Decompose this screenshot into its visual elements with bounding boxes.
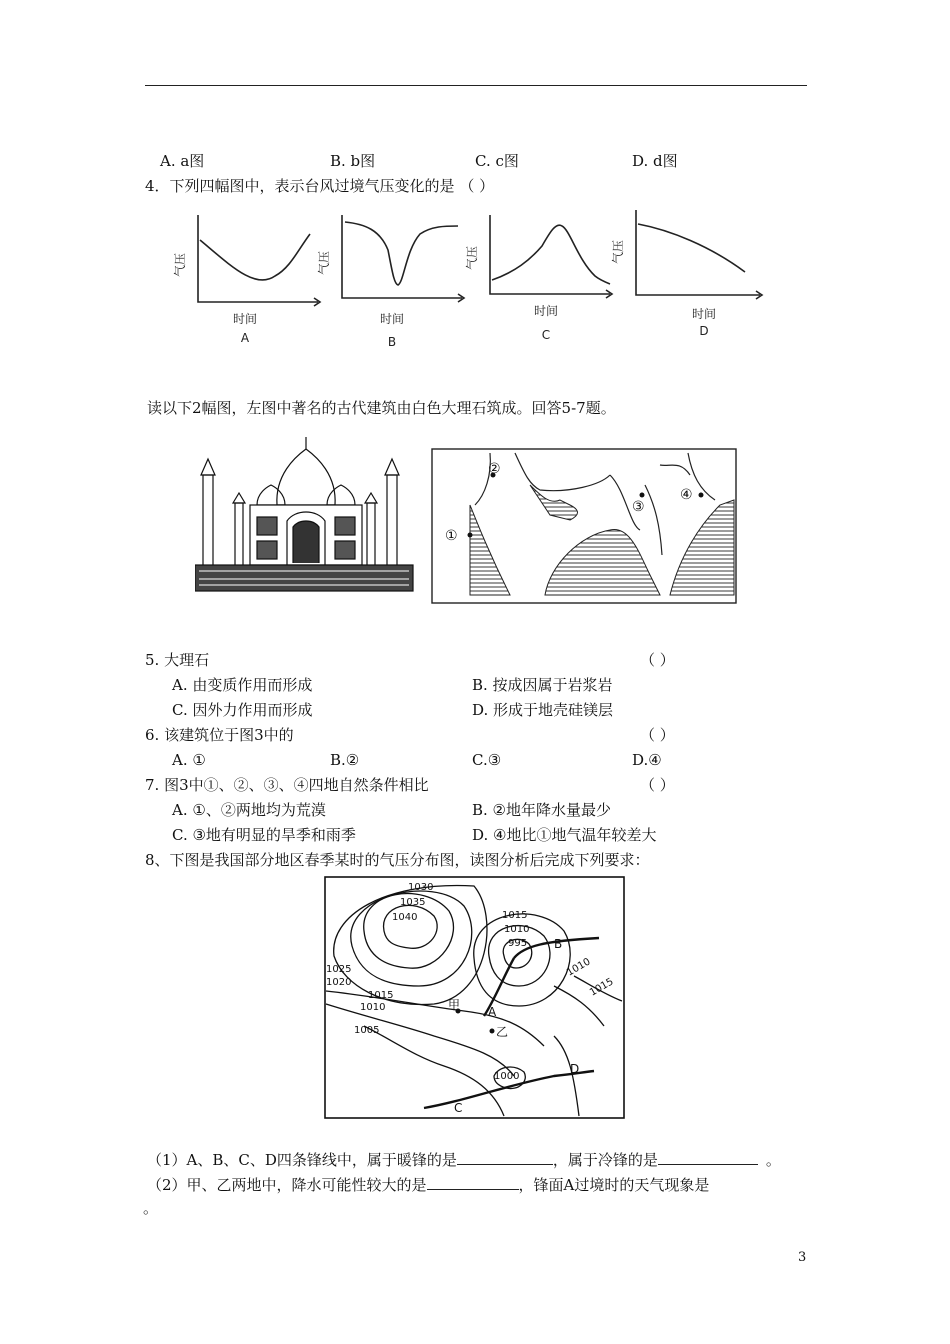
q4-graphs [170, 190, 790, 350]
graph-b-ylabel: 气压 [317, 250, 331, 276]
graph-a-xlabel: 时间 [232, 312, 258, 326]
isobar-label-1030: 1030 [408, 882, 434, 893]
pressure-map [324, 876, 626, 1120]
q8-sub1 [147, 1150, 781, 1169]
q6-paren: （ ） [640, 726, 675, 744]
south-asia-map [430, 445, 740, 605]
place-label-yi: 乙 [496, 1025, 509, 1039]
q8-sub1-end: 。 [765, 1151, 781, 1169]
q5-option-d: D. 形成于地壳硅镁层 [472, 701, 614, 719]
map-marker-3: ③ [632, 499, 645, 515]
page-number: 3 [798, 1250, 807, 1265]
graph-d-axes [636, 210, 760, 295]
q6-option-b: B.② [330, 751, 360, 769]
isobar-label-1040: 1040 [392, 912, 418, 923]
q8-sub1-middle: ，属于冷锋的是 [552, 1151, 658, 1169]
isobar-label-1035: 1035 [400, 897, 426, 908]
front-label-b: B [554, 937, 563, 951]
isobar-label-1015-north: 1015 [502, 910, 528, 921]
graph-b-curve [345, 222, 458, 285]
graph-b-letter: B [387, 335, 397, 349]
q8-sub2-middle: ，锋面A过境时的天气现象是 [518, 1176, 710, 1194]
q5-stem: 5. 大理石 [145, 651, 210, 669]
taj-mahal-illustration [195, 435, 417, 595]
q8-sub2-end: 。 [143, 1199, 159, 1217]
q3-option-d: D. d图 [632, 152, 678, 170]
place-label-jia: 甲 [448, 998, 461, 1012]
front-label-c: C [454, 1101, 463, 1115]
graph-c-ylabel: 气压 [465, 245, 479, 271]
q6-option-d: D.④ [632, 751, 662, 769]
q7-option-b: B. ②地年降水量最少 [472, 801, 612, 819]
isobar-label-1010-east: 1010 [565, 956, 593, 979]
map-marker-1: ① [445, 528, 458, 544]
map-marker-2: ② [488, 461, 501, 477]
graph-a-ylabel: 气压 [173, 252, 187, 278]
isobar-label-995: 995 [508, 938, 528, 949]
q6-option-a: A. ① [172, 751, 206, 769]
q6-option-c: C.③ [472, 751, 502, 769]
isobar-label-1010-west: 1010 [360, 1002, 386, 1013]
q5-option-c: C. 因外力作用而形成 [172, 701, 313, 719]
answer-blank-warm-front[interactable] [457, 1150, 553, 1165]
q3-option-b: B. b图 [330, 152, 376, 170]
q8-stem: 8、下图是我国部分地区春季某时的气压分布图，读图分析后完成下列要求： [145, 851, 650, 869]
graph-b-axes [342, 215, 462, 298]
intro-5-7: 读以下2幅图，左图中著名的古代建筑由白色大理石筑成。回答5-7题。 [147, 399, 616, 417]
q8-sub1-prefix: （1）A、B、C、D四条锋线中，属于暖锋的是 [147, 1151, 457, 1169]
answer-blank-cold-front[interactable] [658, 1150, 758, 1165]
q7-paren: （ ） [640, 776, 675, 794]
isobar-label-1015-west: 1015 [368, 990, 394, 1001]
q3-option-a: A. a图 [160, 152, 205, 170]
front-label-d: D [570, 1062, 580, 1076]
q7-option-d: D. ④地比①地气温年较差大 [472, 826, 657, 844]
isobar-label-1000: 1000 [494, 1071, 520, 1082]
graph-a-axes [198, 215, 318, 302]
graph-a-curve [200, 234, 310, 280]
q8-sub2 [147, 1175, 709, 1194]
map-marker-4: ④ [680, 487, 693, 503]
graph-a-letter: A [240, 331, 250, 345]
q5-option-a: A. 由变质作用而形成 [172, 676, 313, 694]
isobar-label-1025: 1025 [326, 964, 352, 975]
isobar-label-1020: 1020 [326, 977, 352, 988]
graph-d-curve [638, 224, 745, 272]
front-label-a: A [488, 1005, 497, 1019]
isobar-label-1010-north: 1010 [504, 924, 530, 935]
q7-option-c: C. ③地有明显的旱季和雨季 [172, 826, 356, 844]
isobar-label-1015-east: 1015 [588, 976, 616, 999]
q6-stem: 6. 该建筑位于图3中的 [145, 726, 294, 744]
q7-option-a: A. ①、②两地均为荒漠 [172, 801, 326, 819]
graph-b-xlabel: 时间 [379, 312, 405, 326]
answer-blank-place[interactable] [427, 1175, 519, 1190]
graph-c-curve [492, 225, 610, 284]
isobar-label-1005: 1005 [354, 1025, 380, 1036]
graph-c-axes [490, 215, 610, 294]
header-rule [145, 85, 807, 86]
graph-c-xlabel: 时间 [533, 304, 559, 318]
q7-stem: 7. 图3中①、②、③、④四地自然条件相比 [145, 776, 429, 794]
q4-stem: 4．下列四幅图中，表示台风过境气压变化的是 （ ） [145, 177, 495, 195]
q3-option-c: C. c图 [475, 152, 519, 170]
q8-sub2-prefix: （2）甲、乙两地中，降水可能性较大的是 [147, 1176, 427, 1194]
q5-option-b: B. 按成因属于岩浆岩 [472, 676, 613, 694]
graph-d-xlabel: 时间 [691, 307, 717, 321]
graph-c-letter: C [541, 328, 551, 342]
graph-d-ylabel: 气压 [611, 239, 625, 265]
graph-d-letter: D [699, 324, 709, 338]
q5-paren: （ ） [640, 651, 675, 669]
